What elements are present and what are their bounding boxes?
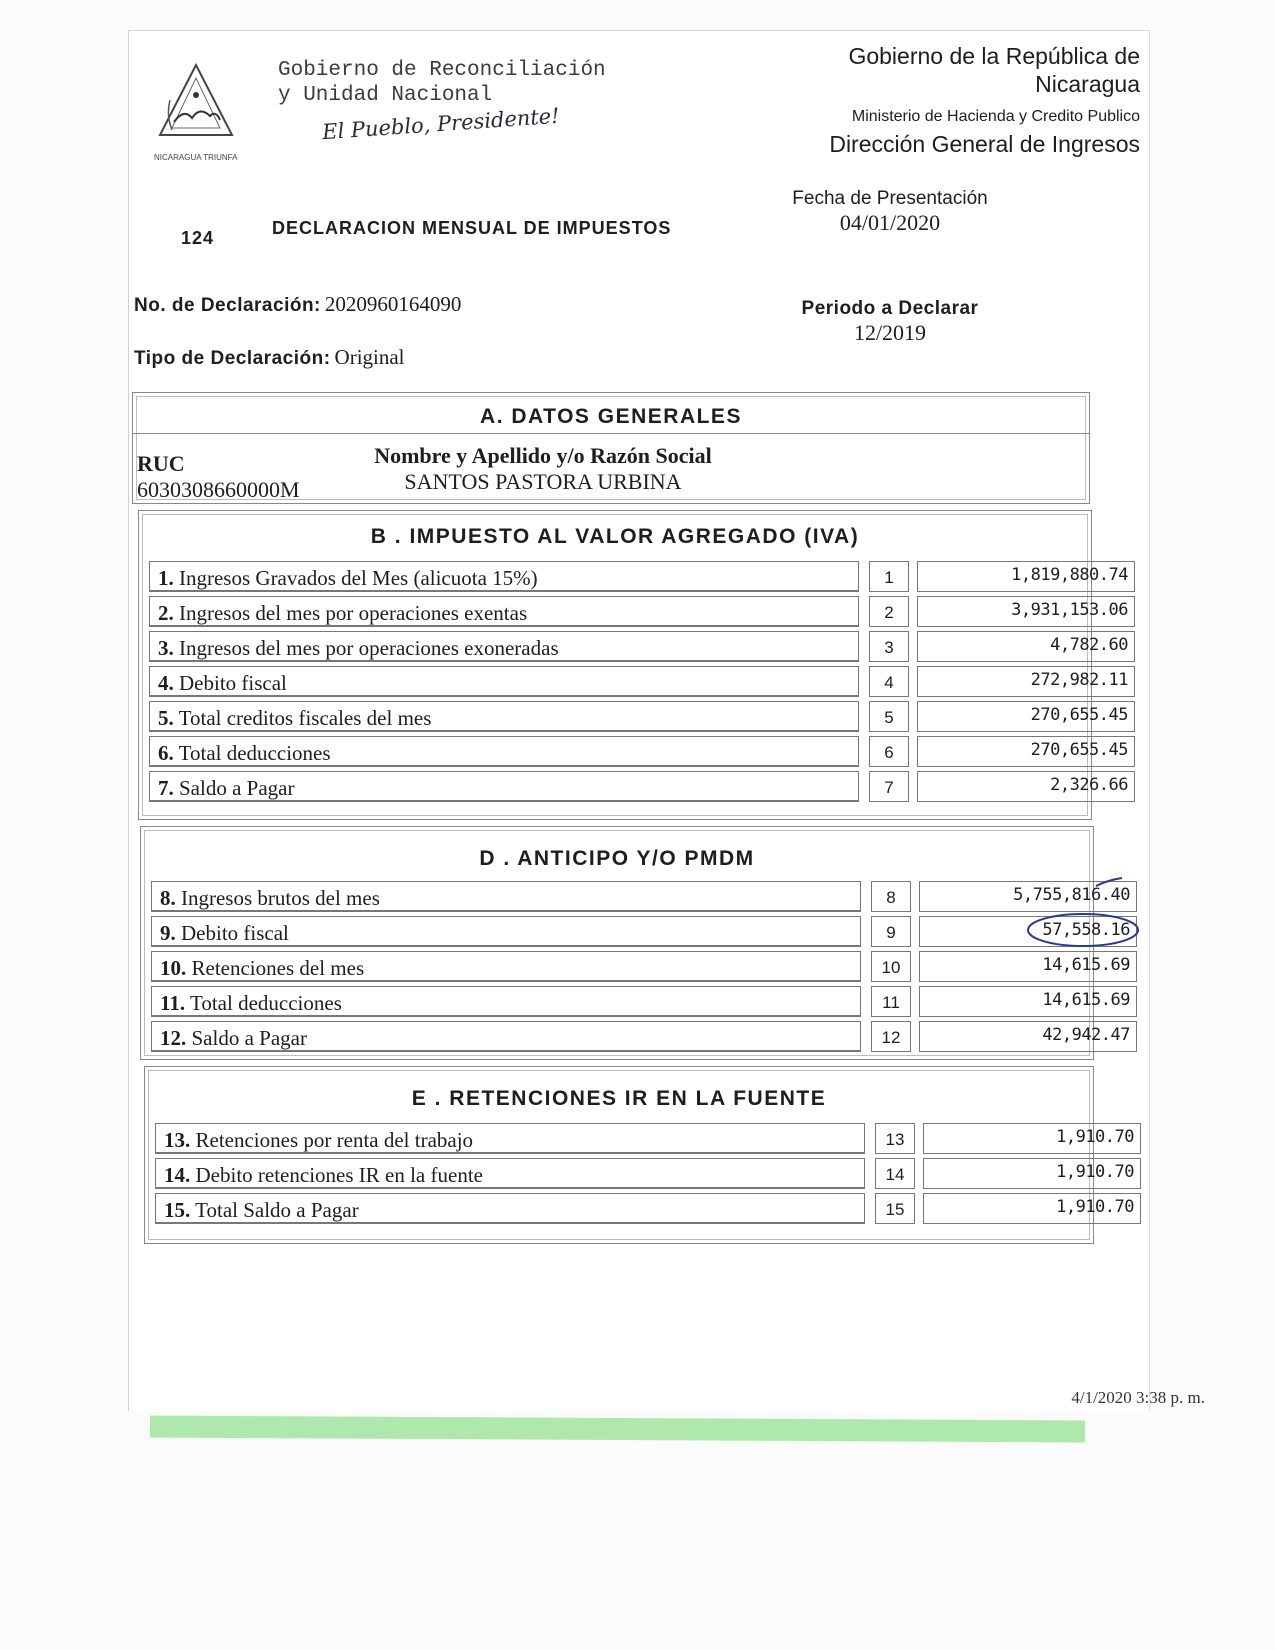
row-line-number: 10 <box>871 951 911 982</box>
row-line-number: 1 <box>869 561 909 592</box>
row-line-number: 5 <box>869 701 909 732</box>
declaration-number: 2020960164090 <box>324 292 462 316</box>
taxpayer-name-label: Nombre y Apellido y/o Razón Social <box>374 443 712 468</box>
section-general-data <box>132 392 1090 504</box>
declaration-type: Original <box>334 345 405 369</box>
section-e-title: E . RETENCIONES IR EN LA FUENTE <box>411 1087 827 1110</box>
circled-amount: 57,558.16 <box>1042 920 1130 940</box>
government-seal-icon <box>150 60 242 170</box>
svg-text:NICARAGUA TRIUNFA: NICARAGUA TRIUNFA <box>154 153 238 162</box>
row-amount: 272,982.11 <box>917 666 1135 697</box>
motto-line-2: y Unidad Nacional <box>278 84 493 107</box>
row-amount: 14,615.69 <box>919 986 1137 1017</box>
row-line-number: 9 <box>871 916 911 947</box>
row-line-number: 14 <box>875 1158 915 1189</box>
row-label: 7. Saldo a Pagar <box>149 771 859 802</box>
period-label: Periodo a Declarar <box>801 298 979 319</box>
row-line-number: 2 <box>869 596 909 627</box>
row-amount: 4,782.60 <box>917 631 1135 662</box>
row-line-number: 6 <box>869 736 909 767</box>
ministry-name: Ministerio de Hacienda y Credito Publico <box>851 108 1140 125</box>
row-line-number: 8 <box>871 881 911 912</box>
pen-tick-mark <box>1094 876 1124 890</box>
row-amount: 3,931,153.06 <box>917 596 1135 627</box>
ruc-label: RUC <box>137 451 185 476</box>
row-line-number: 4 <box>869 666 909 697</box>
declaration-number-block <box>134 292 461 317</box>
green-paper-edge <box>150 1416 1085 1443</box>
section-anticipo <box>140 826 1130 1060</box>
declaration-type-label: Tipo de Declaración: <box>134 348 331 369</box>
row-label: 3. Ingresos del mes por operaciones exoneradas <box>149 631 859 662</box>
row-amount: 14,615.69 <box>919 951 1137 982</box>
row-amount: 42,942.47 <box>919 1021 1137 1052</box>
divider <box>133 433 1089 434</box>
form-number: 124 <box>181 228 215 248</box>
directorate-name: Dirección General de Ingresos <box>829 131 1140 157</box>
section-b-title: B . IMPUESTO AL VALOR AGREGADO (IVA) <box>370 525 860 548</box>
row-line-number: 12 <box>871 1021 911 1052</box>
row-label: 6. Total deducciones <box>149 736 859 767</box>
form-title: DECLARACION MENSUAL DE IMPUESTOS <box>272 218 672 238</box>
row-label: 4. Debito fiscal <box>149 666 859 697</box>
handwritten-slogan: El Pueblo, Presidente! <box>321 103 561 145</box>
row-amount: 1,819,880.74 <box>917 561 1135 592</box>
period-value: 12/2019 <box>853 320 927 345</box>
row-line-number: 7 <box>869 771 909 802</box>
taxpayer-name: SANTOS PASTORA URBINA <box>404 469 682 494</box>
row-label: 11. Total deducciones <box>151 986 861 1017</box>
row-amount: 1,910.70 <box>923 1158 1141 1189</box>
row-label: 1. Ingresos Gravados del Mes (alicuota 15%) <box>149 561 859 592</box>
declaration-type-block <box>134 345 405 370</box>
row-amount: 1,910.70 <box>923 1193 1141 1224</box>
row-label: 8. Ingresos brutos del mes <box>151 881 861 912</box>
row-label: 9. Debito fiscal <box>151 916 861 947</box>
row-label: 14. Debito retenciones IR en la fuente <box>155 1158 865 1189</box>
gov-line-2: Nicaragua <box>1035 71 1140 97</box>
row-label: 5. Total creditos fiscales del mes <box>149 701 859 732</box>
section-a-title: A. DATOS GENERALES <box>480 405 742 428</box>
presentation-date: 04/01/2020 <box>839 210 941 235</box>
presentation-date-block <box>760 188 1020 236</box>
row-amount: 5,755,816.40 <box>919 881 1137 912</box>
row-amount: 270,655.45 <box>917 701 1135 732</box>
section-d-title: D . ANTICIPO Y/O PMDM <box>479 847 755 870</box>
row-label: 13. Retenciones por renta del trabajo <box>155 1123 865 1154</box>
row-amount-circled <box>919 916 1137 947</box>
period-block <box>760 298 1020 346</box>
row-amount: 270,655.45 <box>917 736 1135 767</box>
row-amount: 2,326.66 <box>917 771 1135 802</box>
declaration-number-label: No. de Declaración: <box>134 295 321 316</box>
government-name <box>848 42 1140 98</box>
gov-line-1: Gobierno de la República de <box>848 43 1140 69</box>
row-line-number: 3 <box>869 631 909 662</box>
row-line-number: 11 <box>871 986 911 1017</box>
row-label: 2. Ingresos del mes por operaciones exentas <box>149 596 859 627</box>
presentation-date-label: Fecha de Presentación <box>792 188 988 209</box>
motto-line-1: Gobierno de Reconciliación <box>278 59 606 82</box>
row-line-number: 13 <box>875 1123 915 1154</box>
section-iva <box>138 510 1128 820</box>
section-retenciones <box>144 1066 1134 1244</box>
row-label: 12. Saldo a Pagar <box>151 1021 861 1052</box>
row-line-number: 15 <box>875 1193 915 1224</box>
row-label: 10. Retenciones del mes <box>151 951 861 982</box>
print-timestamp: 4/1/2020 3:38 p. m. <box>1071 1388 1205 1407</box>
row-label: 15. Total Saldo a Pagar <box>155 1193 865 1224</box>
pen-circle-mark <box>1024 911 1142 949</box>
row-amount: 1,910.70 <box>923 1123 1141 1154</box>
ruc-value: 6030308660000M <box>137 477 300 502</box>
government-motto <box>278 58 606 108</box>
